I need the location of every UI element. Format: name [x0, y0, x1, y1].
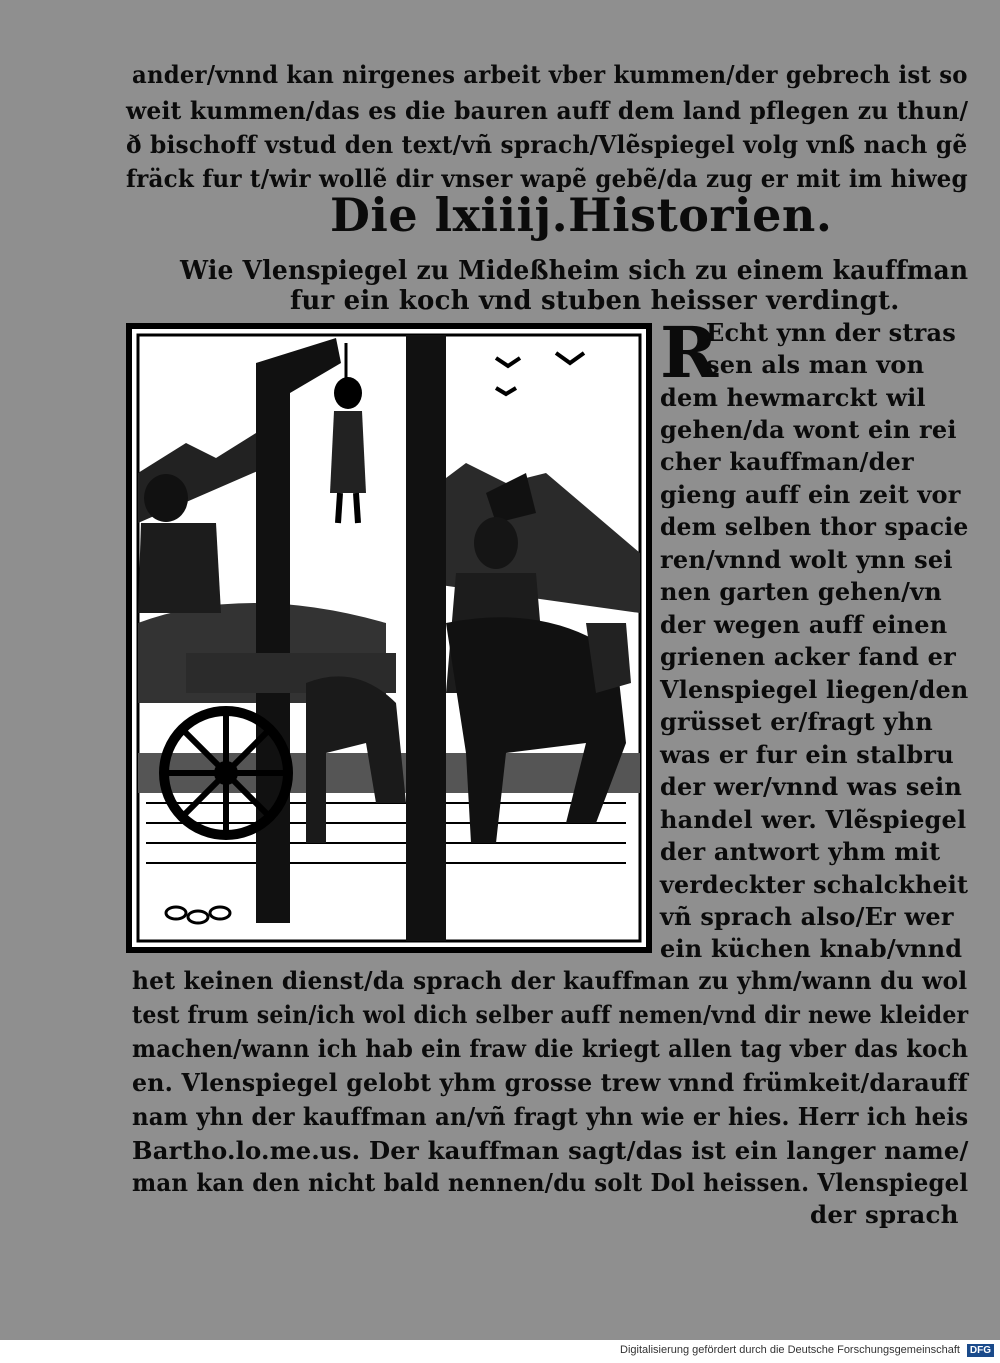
side-text-line-12: Vlenspiegel liegen/den [660, 675, 969, 704]
top-text-line-4: fräck fur t/wir wollẽ dir vnser wapẽ gebẽ/da zug er mit im hiweg [126, 164, 968, 193]
bottom-text-line-2: test frum sein/ich wol dich selber auff nemen/vnd dir newe kleider [132, 1000, 969, 1029]
top-text-line-1: ander/vnnd kan nirgenes arbeit vber kummen/der gebrech ist so [132, 60, 968, 89]
bottom-text-line-1: het keinen dienst/da sprach der kauffman zu yhm/wann du wol [132, 966, 968, 995]
side-text-line-16: handel wer. Vlẽspiegel [660, 805, 967, 834]
side-text-line-15: der wer/vnnd was sein [660, 772, 962, 801]
woodcut-drawing [126, 323, 652, 953]
side-text-line-20: ein küchen knab/vnnd [660, 934, 963, 963]
subheading-line-1: Wie Vlenspiegel zu Mideßheim sich zu einem kauffman [180, 256, 969, 286]
bottom-text-line-4: en. Vlenspiegel gelobt yhm grosse trew vnnd frümkeit/darauff [132, 1068, 969, 1097]
side-text-line-17: der antwort yhm mit [660, 837, 941, 866]
side-text-line-1: Echt ynn der stras [706, 318, 956, 347]
drop-cap: R [660, 311, 719, 394]
catchword: der sprach [810, 1200, 959, 1229]
side-text-line-13: grüsset er/fragt yhn [660, 707, 933, 736]
side-text-line-18: verdeckter schalckheit [660, 870, 969, 899]
side-text-line-8: ren/vnnd wolt ynn sei [660, 545, 953, 574]
subheading-line-2: fur ein koch vnd stuben heisser verdingt. [290, 286, 900, 316]
top-text-line-2: weit kummen/das es die bauren auff dem land pflegen zu thun/ [126, 96, 969, 125]
side-text-line-5: cher kauffman/der [660, 447, 914, 476]
side-text-line-9: nen garten gehen/vn [660, 577, 942, 606]
side-text-line-6: gieng auff ein zeit vor [660, 480, 961, 509]
side-text-line-4: gehen/da wont ein rei [660, 415, 957, 444]
chapter-heading: Die lxiiij.Historien. [330, 188, 833, 242]
top-text-line-3: ð bischoff vstud den text/vñ sprach/Vlẽspiegel volg vnß nach gẽ [126, 130, 968, 159]
dfg-logo: DFG [967, 1344, 994, 1357]
side-text-line-10: der wegen auff einen [660, 610, 948, 639]
bottom-text-line-6: Bartho.lo.me.us. Der kauffman sagt/das ist ein langer name/ [132, 1136, 969, 1165]
woodcut-illustration [126, 323, 652, 953]
side-text-line-2: sen als man von [706, 350, 925, 379]
side-text-line-3: dem hewmarckt wil [660, 383, 926, 412]
bottom-text-line-3: machen/wann ich hab ein fraw die kriegt allen tag vber das koch [132, 1034, 969, 1063]
bottom-text-line-5: nam yhn der kauffman an/vñ fragt yhn wie er hies. Herr ich heis [132, 1102, 969, 1131]
bottom-text-line-7: man kan den nicht bald nennen/du solt Dol heissen. Vlenspiegel [132, 1168, 969, 1197]
footer-credit: Digitalisierung gefördert durch die Deutsche Forschungsgemeinschaft [620, 1344, 960, 1356]
side-text-line-14: was er fur ein stalbru [660, 740, 954, 769]
side-text-line-19: vñ sprach also/Er wer [660, 902, 954, 931]
side-text-line-11: grienen acker fand er [660, 642, 956, 671]
footer-bar [0, 1340, 1000, 1363]
side-text-line-7: dem selben thor spacie [660, 512, 969, 541]
